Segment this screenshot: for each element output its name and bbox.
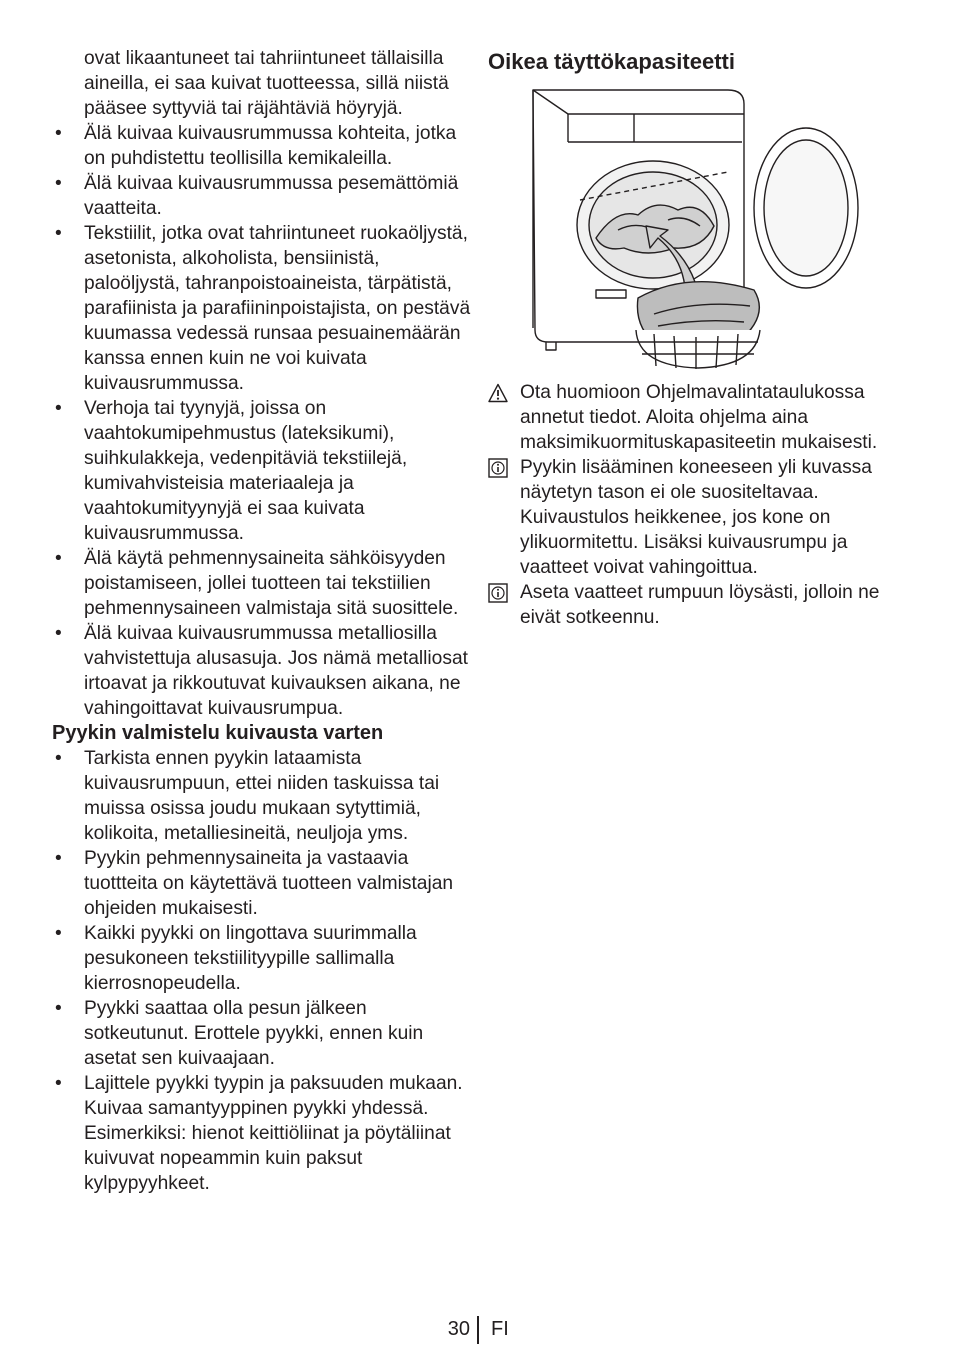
- note-text: Aseta vaatteet rumpuun löysästi, jolloin ne eivät sotkeennu.: [520, 582, 880, 628]
- warning-item: • Verhoja tai tyynyjä, joissa on vaahtokumipehmustus (lateksikumi), suihkulakkeja, vedenpitäviä tekstiilejä, kumivahvisteisia materiaaleja ja vaahtokumityynyjä ei saa kuivata kuivausrummussa.: [52, 396, 472, 546]
- warning-item: • Älä kuivaa kuivausrummussa pesemättömiä vaatteita.: [52, 171, 472, 221]
- note-item: [488, 455, 908, 580]
- capacity-heading: Oikea täyttökapasiteetti: [488, 49, 735, 74]
- warning-list: [52, 121, 472, 721]
- page-number: 30: [447, 1318, 470, 1340]
- page-footer: [0, 1316, 954, 1344]
- preparation-item: • Kaikki pyykki on lingottava suurimmalla pesukoneen tekstiilityypille sallimalla kierrosnopeudella.: [52, 921, 472, 996]
- note-text: Ota huomioon Ohjelmavalintataulukossa annetut tiedot. Aloita ohjelma aina maksimikuormituskapasiteetin mukaisesti.: [520, 382, 878, 453]
- note-item: [488, 380, 908, 455]
- left-column: [52, 46, 472, 1196]
- dryer-loading-illustration: [488, 80, 868, 372]
- note-item: [488, 580, 908, 630]
- preparation-item: • Pyykki saattaa olla pesun jälkeen sotkeutunut. Erottele pyykki, ennen kuin asetat sen kuivaajaan.: [52, 996, 472, 1071]
- warning-item: • Älä kuivaa kuivausrummussa kohteita, jotka on puhdistettu teollisilla kemikaleilla.: [52, 121, 472, 171]
- preparation-list: [52, 746, 472, 1196]
- info-icon: [488, 583, 508, 603]
- warning-item: • Tekstiilit, jotka ovat tahriintuneet ruokaöljystä, asetonista, alkoholista, bensiinistä, paloöljystä, tahranpoistoaineista, tärpätistä, parafiinista ja parafiininpoistajista, on pestävä kuumassa vedessä runsaa pesuainemäärän kanssa ennen kuin ne voi kuivata kuivausrummussa.: [52, 221, 472, 396]
- notes-list: [488, 380, 908, 630]
- preparation-item: • Tarkista ennen pyykin lataamista kuivausrumpuun, ettei niiden taskuissa tai muissa osissa joudu mukaan sytyttimiä, kolikoita, metalliesineitä, neuljoja yms.: [52, 746, 472, 846]
- right-column: [488, 48, 908, 630]
- intro-continuation: ovat likaantuneet tai tahriintuneet tällaisilla aineilla, ei saa kuivat tuotteessa, sillä niistä pääsee syttyviä tai räjähtäviä höyryjä.: [84, 48, 449, 119]
- warning-triangle-icon: [488, 383, 508, 403]
- warning-item: • Älä käytä pehmennysaineita sähköisyyden poistamiseen, jollei tuotteen tai tekstiilien pehmennysaineen valmistaja sitä suosittele.: [52, 546, 472, 621]
- note-text: Pyykin lisääminen koneeseen yli kuvassa näytetyn tason ei ole suositeltavaa. Kuivaustulos heikkenee, jos kone on ylikuormitettu. Lisäksi kuivausrumpu ja vaatteet voivat vahingoittua.: [520, 457, 872, 578]
- footer-divider: [477, 1316, 479, 1344]
- preparation-item: • Lajittele pyykki tyypin ja paksuuden mukaan. Kuivaa samantyyppinen pyykki yhdessä. Esimerkiksi: hienot keittiöliinat ja pöytäliinat kuivuvat nopeammin kuin paksut kylpypyyhkeet.: [52, 1071, 472, 1196]
- preparation-item: • Pyykin pehmennysaineita ja vastaavia tuottteita on käytettävä tuotteen valmistajan ohjeiden mukaisesti.: [52, 846, 472, 921]
- language-code: FI: [491, 1318, 509, 1340]
- info-icon: [488, 458, 508, 478]
- warning-item: • Älä kuivaa kuivausrummussa metalliosilla vahvistettuja alusasuja. Jos nämä metalliosat irtoavat ja rikkoutuvat kuivauksen aikana, ne vahingoittavat kuivausrumpua.: [52, 621, 472, 721]
- section-heading: Pyykin valmistelu kuivausta varten: [52, 722, 384, 744]
